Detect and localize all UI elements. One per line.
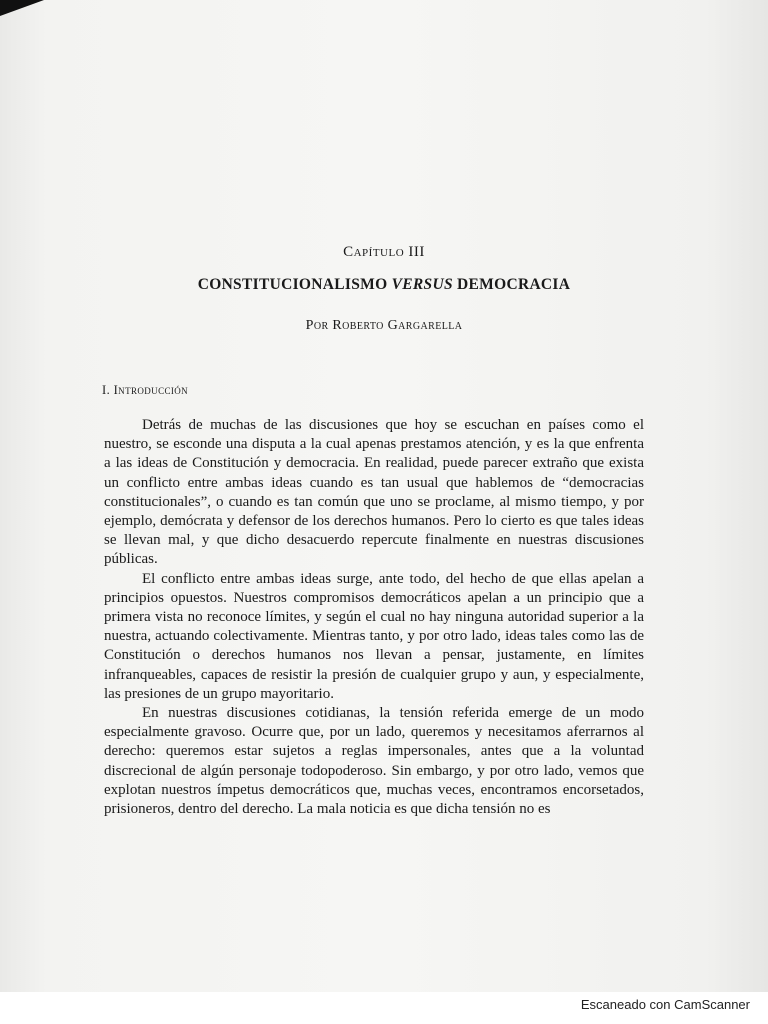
paragraph-1: Detrás de muchas de las discusiones que hoy se escuchan en países como el nuestro, se esconde una disputa a la cual apenas prestamos atención, y es la que enfrenta a las ideas de Constitución y democracia. En realidad, puede parecer extraño que exista un conflicto entre ambas ideas cuando es tan usual que hablemos de “democracias constitucionales”, o cuando es tan común que uno se proclame, al mismo tiempo, y por ejemplo, demócrata y defensor de los derechos humanos. Pero lo cierto es que tales ideas se llevan mal, y que dicho desacuerdo repercute finalmente en nuestras discusiones públicas. [104, 417, 644, 568]
title-part-2: DEMOCRACIA [452, 276, 571, 293]
title-part-1: CONSTITUCIONALISMO [197, 276, 392, 293]
scan-corner-shadow [0, 0, 44, 16]
chapter-title [0, 276, 768, 294]
author-line: Por Roberto Gargarella [305, 318, 463, 333]
body-text [104, 416, 644, 819]
chapter-label: Capítulo III [343, 244, 425, 260]
paragraph-2: El conflicto entre ambas ideas surge, ante todo, del hecho de que ellas apelan a principios opuestos. Nuestros compromisos democráticos apelan a un principio que a primera vista no reconoce límites, y según el cual no hay ninguna autoridad superior a la nuestra, actuando colectivamente. Mientras tanto, y por otro lado, ideas tales como las de Constitución o derechos humanos nos llevan a pensar, justamente, en límites infranqueables, capaces de resistir la presión de cualquier grupo y aun, y especialmente, las presiones de un grupo mayoritario. [104, 570, 644, 702]
section-heading: I. Introducción [102, 383, 189, 397]
camscanner-watermark: Escaneado con CamScanner [580, 997, 750, 1012]
paragraph-3: En nuestras discusiones cotidianas, la tensión referida emerge de un modo especialmente gravoso. Ocurre que, por un lado, queremos y necesitamos aferrarnos al derecho: queremos estar sujetos a reglas impersonales, antes que a la voluntad discrecional de algún personaje todopoderoso. Sin embargo, y por otro lado, vemos que explotan nuestros ímpetus democráticos que, muchas veces, encontramos encorsetados, prisioneros, dentro del derecho. La mala noticia es que dicha tensión no es [104, 705, 644, 818]
title-italic-word: VERSUS [391, 276, 453, 293]
